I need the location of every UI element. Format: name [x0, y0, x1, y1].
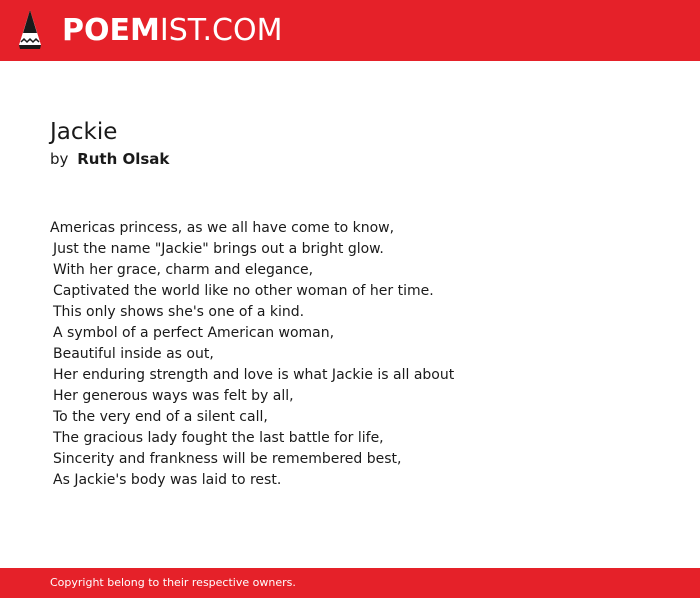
author-link[interactable]: Ruth Olsak	[77, 150, 170, 168]
poem-line: Americas princess, as we all have come to know,	[50, 220, 395, 236]
poem-line: Just the name "Jackie" brings out a bright glow.	[53, 241, 384, 257]
site-header	[0, 0, 700, 61]
logo-bold-text: POEM	[62, 13, 160, 48]
site-logo-link[interactable]	[62, 13, 282, 49]
poem-line: With her grace, charm and elegance,	[53, 262, 314, 278]
byline-prefix: by	[50, 150, 69, 168]
logo-light-text: IST.COM	[159, 13, 283, 48]
poem-line: To the very end of a silent call,	[53, 409, 268, 425]
poem-line: Sincerity and frankness will be remembered best,	[53, 451, 402, 467]
copyright-notice: Copyright belong to their respective owners.	[50, 576, 296, 589]
poem-line: Beautiful inside as out,	[53, 346, 214, 362]
poem-line: Her enduring strength and love is what Jackie is all about	[53, 367, 455, 383]
poem-line: The gracious lady fought the last battle for life,	[53, 430, 384, 446]
poem-byline	[50, 149, 169, 169]
poem-line: Her generous ways was felt by all,	[53, 388, 294, 404]
poem-line: As Jackie's body was laid to rest.	[53, 472, 282, 488]
site-footer	[0, 568, 700, 598]
pencil-tip-icon	[18, 9, 42, 51]
poem-line: This only shows she's one of a kind.	[53, 304, 305, 320]
poem-line: Captivated the world like no other woman of her time.	[53, 283, 434, 299]
poem-line: A symbol of a perfect American woman,	[53, 325, 335, 341]
poem-body	[50, 218, 454, 491]
poem-title: Jackie	[50, 119, 118, 145]
